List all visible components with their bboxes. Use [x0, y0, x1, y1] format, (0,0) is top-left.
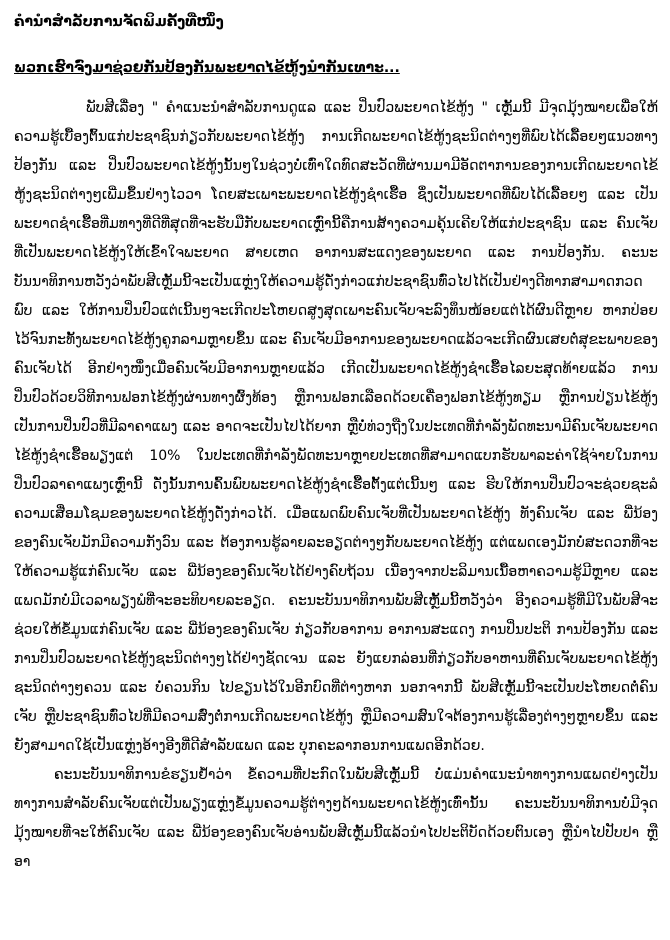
body-paragraph-2: ຄະນະບັນນາທິການຂໍຮຽນຢ້ຳວ່າ ຂໍ້ຄວາມທີ່ປະກົດໃນພັບສີເຫຼັ້ມນີ້ ບໍ່ແມ່ນຄຳແນະນຳທາງການແພດຢ່າງເປັນທາງການສຳລັບຄົນເຈັບແຕ່ເປັນພຽງແຫຼ່ງຂໍ້ມູນຄວາມຮູ້ຕ່າງໆດ້ານພະຍາດໄຂ້ຫູ້ງເທົ່ານັ້ນ ຄະນະບັນນາທິການບໍ່ມີຈຸດມຸ້ງໝາຍທີ່ຈະໃຫ້ຄົນເຈັບ ແລະ ພີ່ນ້ອງຂອງຄົນເຈັບອ່ານພັບສີເຫຼັ້ມນີ້ແລ້ວນຳໄປປະຕິບັດດ້ວຍຕົນເອງ ຫຼືນຳໄປປັບປາ ຫຼື ອາ — [14, 767, 658, 870]
body-paragraph-1: ພັບສີເລື່ອງ " ຄຳແນະນຳສຳລັບການດູແລ ແລະ ປິ່ນປົວພະຍາດໄຂ້ຫູ້ງ " ເຫຼັ້ມນີ້ ມີຈຸດມຸ້ງໝາຍເພື່ອໃຫ້ຄວາມຮູ້ເບື້ອງຕົ້ນແກ່ປະຊາຊົນກ່ຽວກັບພະຍາດໄຂ້ຫູ້ງ ການເກີດພະຍາດໄຂ້ຫູ້ງຊະນິດຕ່າງໆທີ່ພົບໄດ້ເລື້ອຍໆແນວທາງປ້ອງກັນ ແລະ ປິ່ນປົວພະຍາດໄຂ້ຫູ້ງນັ້ນໆໃນຊ່ວງບໍ່ເທົ່າໃດທົດສະວັດທີ່ຜ່ານມາມີອັດຕາການຂອງການເກີດພະຍາດໄຂ້ຫູ້ງຊະນິດຕ່າງໆເພີ່ມຂຶ້ນຢ່າງໄວວາ ໂດຍສະເພາະພະຍາດໄຂ້ຫູ້ງຊຳເຮື້ອ ຊຶ່ງເປັນພະຍາດທີ່ພົບໄດ້ເລື້ອຍໆ ແລະ ເປັນພະຍາດຊຳເຮື້ອທີ່ມທາງທີ່ດີທີ່ສຸດທີ່ຈະຮັບມືກັບພະຍາດເຫຼົ່ານີ້ຄືການສ້າງຄວາມຄຸ້ນເຄີຍໃຫ້ແກ່ປະຊາຊົນ ແລະ ຄົນເຈັບທີ່ເປັນພະຍາດໄຂ້ຫູ້ງໃຫ້ເຂົ້າໃຈພະຍາດ ສາຍເຫດ ອາການສະແດງຂອງພະຍາດ ແລະ ການປ້ອງກັນ. ຄະນະບັນນາທິການຫວັງວ່າພັບສີເຫຼັ້ມນີ້ຈະເປັນແຫຼ່ງໃຫ້ຄວາມຮູ້ດັ່ງກ່າວແກ່ປະຊາຊົນທົ່ວໄປໄດ້ເປັນຢ່າງດີທາກສາມາດກວດພົບ ແລະ ໃຫ້ການປິ່ນປົວແຕ່ເນີ້ນໆຈະເກີດປະໂຫຍດສູງສຸດເພາະຄົນເຈັບຈະລົງທຶນໜ້ອຍແຕ່ໄດ້ຜົນດີຫຼາຍ ຫາກປ່ອຍໄວ້ຈົນກະທັ້ງພະຍາດໄຂ້ຫູ້ງຄູກລາມຫຼາຍຂຶ້ນ ແລະ ຄົນເຈັບມີອາການຂອງພະຍາດແລ້ວຈະເກີດຜົນເສຍຕໍ່ສຸຂະພາບຂອງຄົນເຈັບໄດ້ ອີກຢ່າງໜຶ່ງເມື່ອຄົນເຈັບມີອາການຫຼາຍແລ້ວ ເກີດເປັນພະຍາດໄຂ້ຫູ້ງຊຳເຮື້ອໄລຍະສຸດທ້າຍແລ້ວ ການປິ່ນປົວດ້ວຍວິທີການຟອກໄຂ້ຫູ້ງຜ່ານທາງຜົ້ງທ້ອງ ຫຼືການຟອກເລືອດດ້ວຍເຄື່ອງຟອກໄຂ້ຫູ້ງທຽມ ຫຼືການປ່ຽນໄຂ້ຫູ້ງ ເປັນການປິ່ນປົວທີ່ມີລາຄາແພງ ແລະ ອາດຈະເປັນໄປໄດ້ຍາກ ຫຼືບໍ່ທ່ວງຖືງໃນປະເທດທີ່ກຳລັງພັດທະນາມີຄົນເຈັບພະຍາດໄຂ້ຫູ້ງຊຳເຮື້ອພຽງແຕ່ 10% ໃນປະເທດທີ່ກຳລັງພັດທະນາຫຼາຍປະເທດທີ່ສາມາດແບກຮັບພາລະຄ່າໃຊ້ຈ່າຍໃນການປິ່ນປົວລາຄາແພງເຫຼົ່ານີ້ ດັ່ງນັ້ນການຄົ້ນພົບພະຍາດໄຂ້ຫູ້ງຊຳເຮື້ອຕັ້ງແຕ່ເນີ້ນໆ ແລະ ຮີບໃຫ້ການປິ່ນປົວຈະຊ່ວຍຊະລໍຄວາມເສື່ອມໂຊມຂອງພະຍາດໄຂ້ຫູ້ງດັ່ງກ່າວໄດ້. ເມື່ອແພດພົບຄົນເຈັບທີ່ເປັນພະຍາດໄຂ້ຫູ້ງ ທັງຄົນເຈັບ ແລະ ພີ່ນ້ອງຂອງຄົນເຈັບມັກມີຄວາມກັງວົນ ແລະ ຕ້ອງການຮູ້ລາຍລະອຽດຕ່າງໆກັບພະຍາດໄຂ້ຫູ້ງ ແຕ່ແພດເອງມັກບໍ່ສະດວກທີ່ຈະໃຫ້ຄວາມຮູ້ແກ່ຄົນເຈັບ ແລະ ພີ່ນ້ອງຂອງຄົນເຈັບໄດ້ຢ່າງຄົບຖ້ວນ ເນື່ອງຈາກປະລິມານເນື້ອຫາຄວາມຮູ້ມີຫຼາຍ ແລະ ແພດມັກບໍ່ມີເວລາພຽງພໍທີ່ຈະອະທິບາຍລະອຽດ. ຄະນະບັນນາທິການພັບສີເຫຼັ້ມນີ້ຫວັງວ່າ ອີງຄວາມຮູ້ທີ່ມີໃນພັບສີຈະຊ່ວຍໃຫ້ຂໍ້ມູນແກ່ຄົນເຈັບ ແລະ ພີ່ນ້ອງຂອງຄົນເຈັບ ກ່ຽວກັບອາການ ອາການສະແດງ ການປິ່ນປະຕິ ການປ້ອງກັນ ແລະ ການປິ່ນປົວພະຍາດໄຂ້ຫູ້ງຊະນິດຕ່າງໆໄດ້ຢ່າງຊັດເຈນ ແລະ ຍັງແຍກລ່ອນທີ່ກ່ຽວກັບອາຫານທີ່ຄົນເຈັບພະຍາດໄຂ້ຫູ້ງຊະນິດຕ່າງໆຄວນ ແລະ ບໍ່ຄວນກິນ ໄປຂຽນໄວ້ໃນອີກບົດທີ່ຕ່າງຫາກ ນອກຈາກນີ້ ພັບສີເຫຼັ້ມນີ້ຈະເປັນປະໂຫຍດຕໍ່ຄົນເຈັບ ຫຼືປະຊາຊົນທົ່ວໄປທີ່ມີຄວາມສົ່ງຕໍ່ການເກີດພະຍາດໄຂ້ຫູ້ງ ຫຼືມີຄວາມສົນໃຈຕ້ອງການຮູ້ເລື່ອງຕ່າງໆຫຼາຍຂຶ້ນ ແລະ ຍັງສາມາດໃຊ້ເປັນແຫຼ່ງອ້າງອີງທີ່ດີສຳລັບແພດ ແລະ ບຸກຄະລາກອນການແພດອີກດ້ວຍ. — [14, 100, 658, 754]
document-subheading: ພວກເຮົາຈົ່ງມາຊ່ວຍກັນປ້ອງກັນພະຍາດໄຂ້ຫູ້ງນຳກັນເທາະ... — [14, 60, 400, 76]
document-heading: ຄຳນຳສຳລັບການຈັດພິມຄັ້ງທີ່ໜຶ່ງ — [14, 14, 224, 30]
